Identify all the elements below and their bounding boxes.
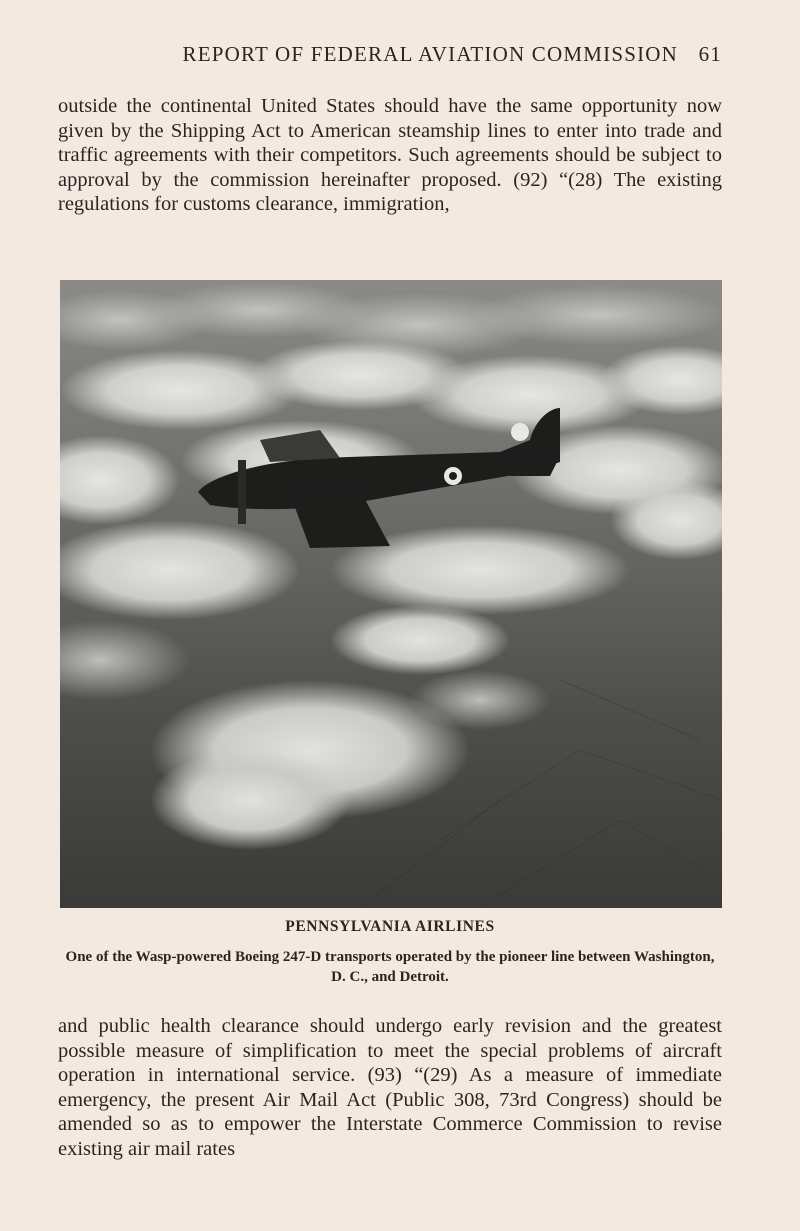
airplane-photo (60, 280, 722, 908)
body-paragraph-top: outside the continental United States should have the same opportunity now given by the Shipping Act to American steamship lines to enter into trade and traffic agreements with their competitors. Such agreements should be subject to approval by the commission hereinafter proposed. (92) “(28) The existing regulations for customs clearance, immigration, (58, 95, 722, 216)
page-number: 61 (698, 42, 722, 66)
figure-caption-text: One of the Wasp-powered Boeing 247-D transports operated by the pioneer line between Washington, D. C., and Detroit. (65, 949, 715, 985)
body-paragraph-bottom: and public health clearance should undergo early revision and the greatest possible measure of simplification to meet the special problems of aircraft operation in international service. (93) “(29) As a measure of immediate emergency, the present Air Mail Act (Public 308, 73rd Congress) should be amended so as to empower the Interstate Commerce Commission to revise existing air mail rates (58, 1015, 722, 1160)
figure-caption-title: PENNSYLVANIA AIRLINES (285, 918, 495, 935)
running-head (58, 42, 722, 74)
running-title: REPORT OF FEDERAL AVIATION COMMISSION (182, 42, 678, 66)
